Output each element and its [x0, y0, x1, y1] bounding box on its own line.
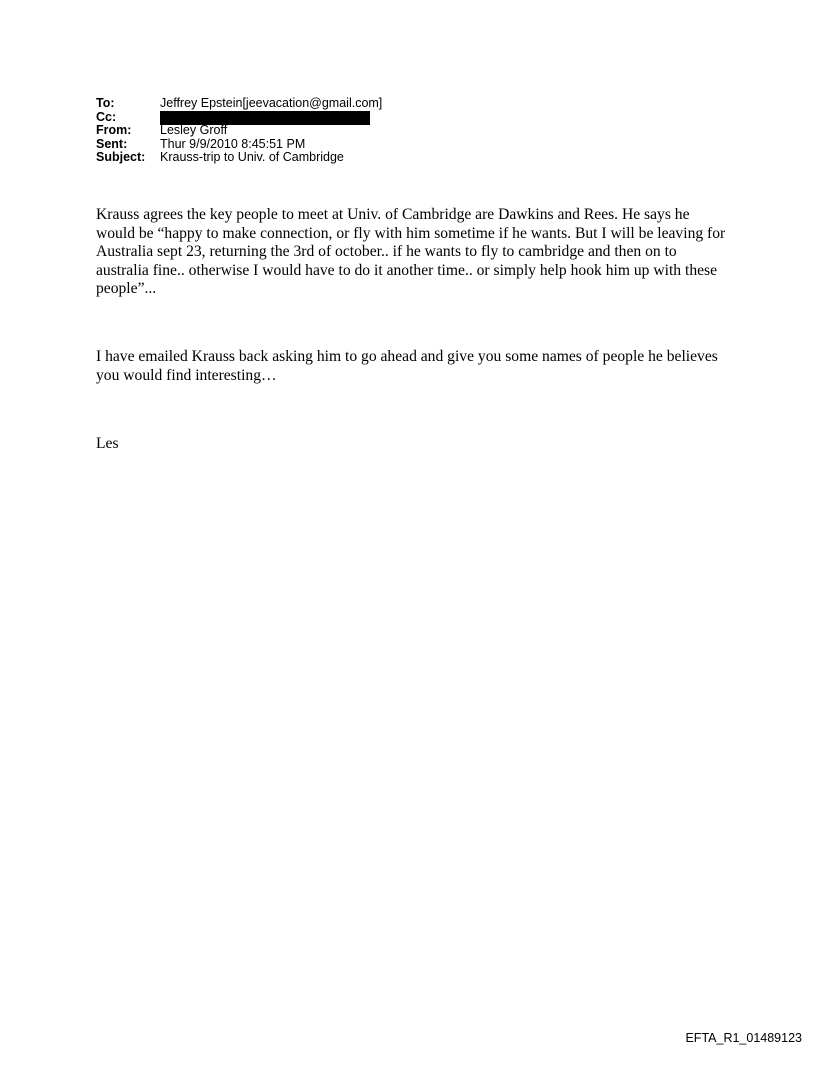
to-label: To:	[96, 96, 115, 110]
subject-label: Subject:	[96, 150, 146, 164]
from-value: Lesley Groff	[160, 123, 228, 137]
sent-row	[96, 138, 382, 152]
document-id: EFTA_R1_01489123	[685, 1031, 802, 1045]
email-header	[96, 97, 382, 165]
subject-value: Krauss-trip to Univ. of Cambridge	[160, 150, 344, 164]
signature: Les	[96, 435, 119, 452]
sent-value: Thur 9/9/2010 8:45:51 PM	[160, 136, 306, 151]
subject-row	[96, 151, 382, 165]
from-row	[96, 124, 382, 138]
body-paragraph-2: I have emailed Krauss back asking him to go ahead and give you some names of people he believes you would find interesting…	[96, 348, 718, 384]
body-paragraph-1: Krauss agrees the key people to meet at Univ. of Cambridge are Dawkins and Rees. He says he would be “happy to make connection, or fly with him sometime if he wants. But I will be leaving for Australia sept 23, returning the 3rd of october.. if he wants to fly to cambridge and then on to australia fine.. otherwise I would have to do it another time.. or simply help hook him up with these people”...	[96, 206, 726, 297]
sent-label: Sent:	[96, 136, 128, 151]
from-label: From:	[96, 123, 132, 137]
cc-row	[96, 111, 382, 125]
to-value: Jeffrey Epstein[jeevacation@gmail.com]	[160, 96, 383, 110]
cc-label: Cc:	[96, 109, 117, 124]
to-row	[96, 97, 382, 111]
